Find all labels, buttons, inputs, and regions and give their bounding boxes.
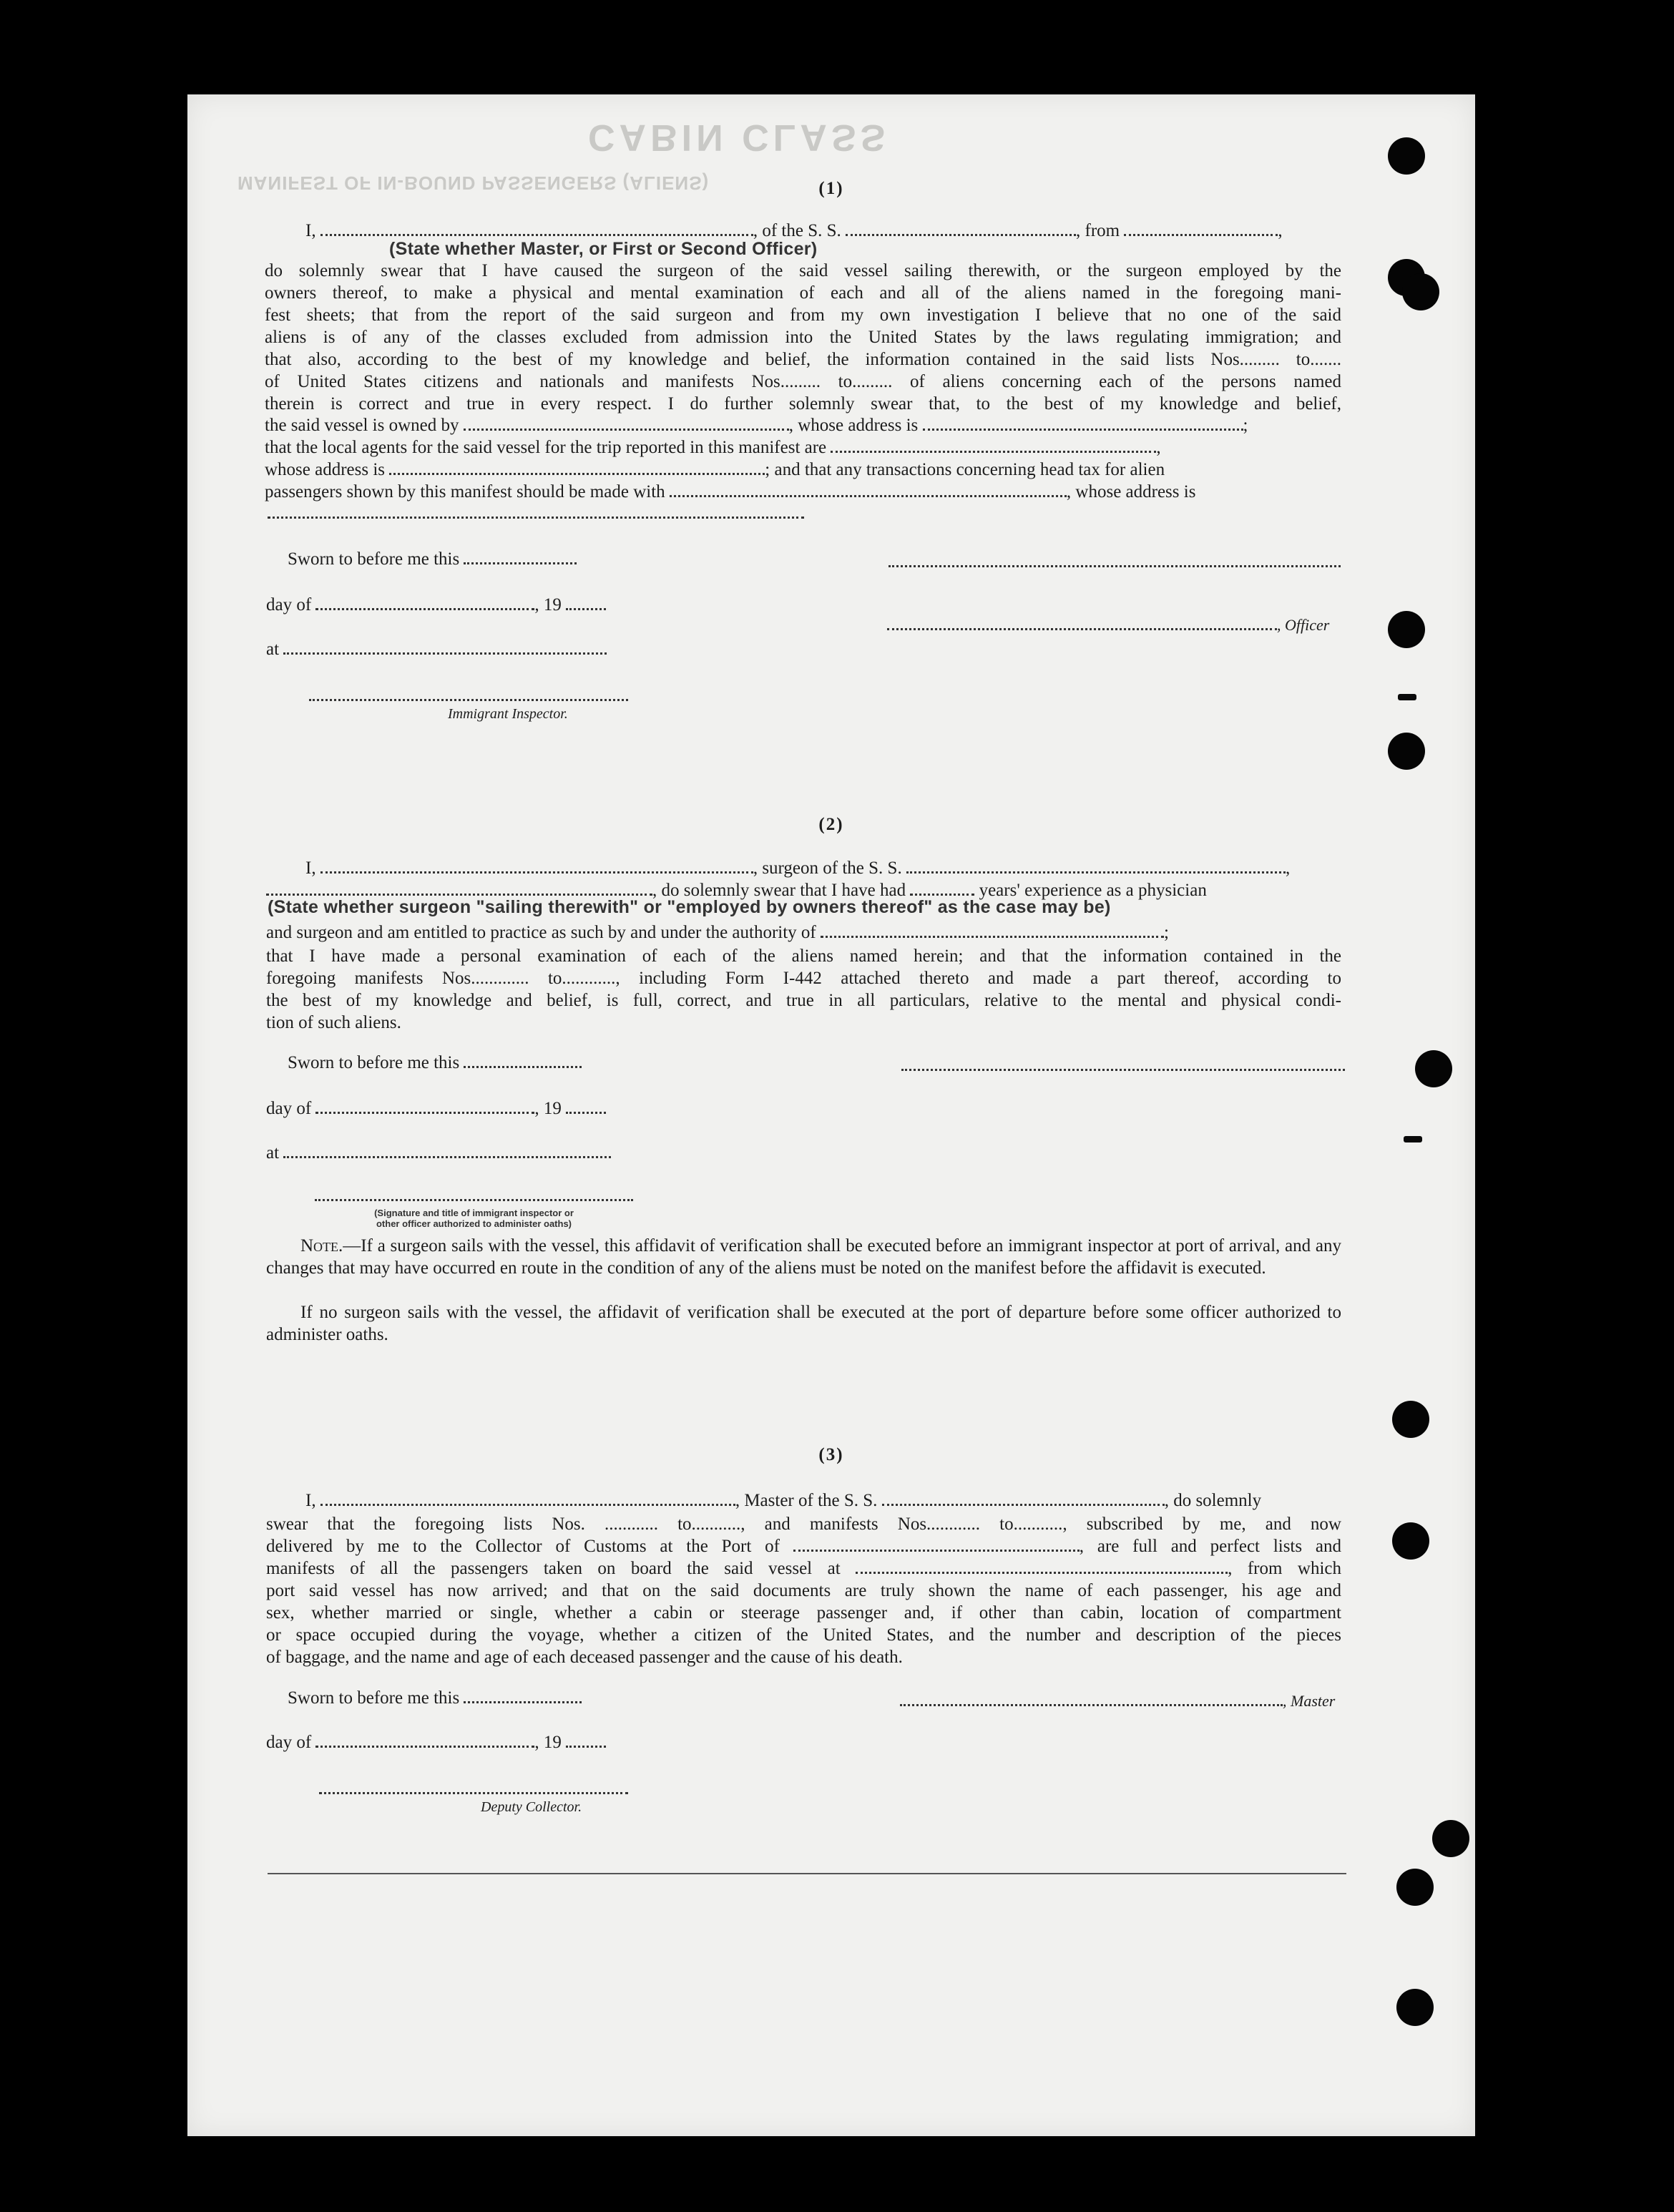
s1-officer-line [887,615,1329,635]
s2-sig-note-line2: other officer authorized to administer oaths) [376,1218,572,1229]
s2-authority-text: and surgeon and am entitled to practice as such by and under the authority of [266,923,816,942]
s1-year-label: , 19 [534,595,562,615]
s3-vessel-blank[interactable] [882,1491,1165,1506]
s1-inspector-label: Immigrant Inspector. [448,706,568,722]
s3-body [266,1513,1341,1668]
s2-semicolon: ; [1164,923,1169,942]
s1-line1 [305,221,1283,241]
s3-year-label: , 19 [534,1733,562,1752]
bleed-through-title: CABIN CLASS [588,117,890,158]
s3-manifests-label: manifests of all the passengers taken on board the said vessel at [266,1559,841,1578]
s2-note-label: Note. [300,1236,343,1256]
s2-authority-blank[interactable] [821,923,1164,938]
punch-mark [1398,694,1416,700]
s3-port-blank[interactable] [793,1537,1080,1552]
s1-body [265,260,1341,415]
s1-at-blank[interactable] [283,640,607,655]
s1-body-line: owners thereof, to make a physical and mental examination of each and all of the aliens named in the foregoing mani- [265,283,1341,303]
s1-headtax-address-blank[interactable] [268,517,804,519]
s1-sworn [288,549,577,569]
s2-surgeon-blank[interactable] [320,858,753,873]
punch-hole [1415,1050,1452,1087]
s3-from-which-text: , from which [1228,1559,1341,1578]
s1-body-line: fest sheets; that from the report of the said surgeon and from my own investigation I believe that no one of the said [265,305,1341,325]
s3-solemnly-label: , do solemnly [1164,1491,1262,1510]
s1-body-line: do solemnly swear that I have caused the surgeon of the said vessel sailing therewith, or the surgeon employed by the [265,261,1341,280]
punch-mark [1404,1136,1422,1142]
s2-surgeon-signature-line[interactable] [901,1069,1345,1071]
section-3-number: (3) [818,1445,844,1464]
s2-line3 [266,923,1169,943]
s2-note-paragraph [266,1235,1341,1279]
s3-departure-blank[interactable] [856,1559,1228,1574]
punch-hole [1396,1869,1434,1906]
s3-master-blank[interactable] [320,1491,735,1506]
s2-years-blank[interactable] [910,881,974,896]
s1-from-blank[interactable] [1124,221,1278,236]
s1-agents-line [265,438,1161,458]
s2-comma: , [1285,858,1291,878]
s3-line1 [305,1491,1261,1511]
s3-ss-label: , Master of the S. S. [735,1491,878,1510]
s2-sworn-blank[interactable] [464,1053,582,1068]
s2-body-line: that I have made a personal examination of each of the aliens named herein; and that the information contained in the [266,946,1341,966]
s3-master-line [900,1691,1335,1711]
manifest-back-page [187,94,1475,2136]
s3-body-line: swear that the foregoing lists Nos. ............ to..........., and manifests Nos............ to..........., subscribed by me, and now [266,1514,1341,1534]
s2-sworn-label: Sworn to before me this [288,1053,460,1072]
s2-day-label: day of [266,1099,312,1118]
s1-comma: , [1156,438,1161,457]
punch-hole [1388,733,1425,770]
s2-inspector-signature-line[interactable] [315,1199,633,1201]
s3-body-line: or space occupied during the voyage, whether a citizen of the United States, and the number and description of the pieces [266,1625,1341,1645]
s1-vessel-blank[interactable] [846,221,1076,236]
s3-sworn-label: Sworn to before me this [288,1688,460,1708]
s1-owner-address-blank[interactable] [923,416,1243,431]
s1-from-label: , from [1076,221,1120,240]
punch-hole [1402,273,1439,310]
s1-headtax-blank[interactable] [670,482,1067,497]
s1-whose-line [265,460,1165,480]
s2-surgeon-note: (State whether surgeon "sailing therewith" or "employed by owners thereof" as the case may be) [268,897,1111,917]
s1-officer-name-blank[interactable] [887,615,1277,630]
s1-day [266,595,606,615]
s1-owned-line [265,416,1248,436]
s3-port-label: delivered by me to the Collector of Customs at the Port of [266,1537,780,1556]
s3-day-label: day of [266,1733,312,1752]
s3-body-line: port said vessel has now arrived; and that on the said documents are truly shown the name of each passenger, his age and [266,1581,1341,1600]
s2-at-label: at [266,1143,280,1163]
s1-body-line: that also, according to the best of my knowledge and belief, the information contained in the said lists Nos......... to....... [265,350,1341,369]
punch-hole [1388,137,1425,175]
punch-hole [1388,611,1425,648]
s2-ss-label: , surgeon of the S. S. [753,858,902,878]
s1-comma: , [1278,221,1283,240]
s1-owner-address-label: , whose address is [788,416,919,435]
s2-at [266,1143,611,1163]
s1-ss-label: , of the S. S. [753,221,841,240]
s2-signature-note [315,1208,633,1229]
s1-officer-signature-line[interactable] [889,565,1341,567]
s1-whose-label: whose address is [265,460,386,479]
s1-passengers-label: passengers shown by this manifest should be made with [265,482,665,501]
s1-year-blank[interactable] [566,595,606,610]
s1-agents-label: that the local agents for the said vessel for the trip reported in this manifest are [265,438,827,457]
s3-sworn-blank[interactable] [464,1688,582,1703]
s1-inspector-signature-line[interactable] [309,699,628,701]
s1-officer-note: (State whether Master, or First or Second Officer) [389,239,818,259]
s2-sig-note-line1: (Signature and title of immigrant inspector or [374,1208,574,1218]
s2-body-line: foregoing manifests Nos............. to............, including Form I-442 attached thereto and made a part thereof, according to [266,969,1341,988]
s2-i-label: I, [305,858,316,878]
s1-day-label: day of [266,595,312,615]
s1-body-line: therein is correct and true in every respect. I do further solemnly swear that, to the best of my knowledge and belief, [265,394,1341,413]
s1-i-label: I, [305,221,316,240]
punch-hole [1432,1820,1469,1857]
s1-body-line: of United States citizens and nationals and manifests Nos......... to......... of aliens concerning each of the persons named [265,372,1341,391]
s2-body-line: the best of my knowledge and belief, is full, correct, and true in all particulars, relative to the mental and physical condi- [266,991,1341,1010]
s2-vessel-blank[interactable] [906,858,1286,873]
s3-body-line: sex, whether married or single, whether a cabin or steerage passenger and, if other than cabin, location of compartment [266,1603,1341,1623]
punch-hole [1396,1989,1434,2026]
s2-year-blank[interactable] [566,1099,606,1114]
s1-sworn-blank[interactable] [464,549,577,564]
s1-body-line: aliens is of any of the classes excluded from admission into the United States by the laws regulating immigration; and [265,328,1341,347]
s1-semicolon: ; [1243,416,1248,435]
s2-line1 [305,858,1290,879]
s2-at-blank[interactable] [283,1143,611,1158]
s2-year-label: , 19 [534,1099,562,1118]
s1-at-label: at [266,640,280,659]
s2-body [266,945,1341,1034]
s1-agents-blank[interactable] [831,438,1156,453]
s3-manifests-line [266,1557,1341,1580]
s1-day-blank[interactable] [315,595,534,610]
s1-passengers-line [265,482,1195,502]
s1-headtax-text: ; and that any transactions concerning head tax for alien [765,460,1165,479]
s1-officer-blank[interactable] [320,221,753,236]
s2-day [266,1099,606,1119]
s1-owned-label: the said vessel is owned by [265,416,459,435]
s1-agents-address-blank[interactable] [389,460,765,475]
s3-master-signature-blank[interactable] [900,1691,1283,1706]
bleed-through-subtitle: MANIFEST OF IN-BOUND PASSENGERS (ALIENS) [238,172,710,194]
s2-day-blank[interactable] [315,1099,534,1114]
s2-note2-paragraph: If no surgeon sails with the vessel, the affidavit of verification shall be executed at the port of departure before some officer authorized to administer oaths. [266,1303,1341,1344]
s3-sworn [288,1688,582,1708]
s3-collector-signature-line[interactable] [319,1792,628,1794]
s2-physician-text: years' experience as a physician [979,881,1207,900]
section-1-number: (1) [818,179,844,198]
s3-year-blank[interactable] [566,1733,606,1748]
punch-hole [1392,1522,1429,1560]
s3-collector-label: Deputy Collector. [481,1799,582,1815]
s3-body-line: of baggage, and the name and age of each deceased passenger and the cause of his death. [266,1648,903,1667]
s3-day [266,1733,606,1753]
section-2-number: (2) [818,815,844,834]
s1-at [266,640,607,660]
s2-sworn [288,1053,582,1073]
s3-i-label: I, [305,1491,316,1510]
s1-sworn-label: Sworn to before me this [288,549,460,569]
s3-master-label: , Master [1283,1692,1336,1710]
punch-hole [1392,1401,1429,1438]
s2-swear-text: , do solemnly swear that I have had [652,881,906,900]
s1-headtax-address-label: , whose address is [1066,482,1196,501]
s3-day-blank[interactable] [315,1733,534,1748]
s2-body-line: tion of such aliens. [266,1013,401,1032]
s3-port-line [266,1535,1341,1557]
footer-rule [268,1873,1346,1874]
s1-owner-blank[interactable] [464,416,789,431]
s3-lists-text: , are full and perfect lists and [1079,1537,1342,1556]
s2-note-text: —If a surgeon sails with the vessel, this affidavit of verification shall be executed before an immigrant inspector at port of arrival, and any changes that may have occurred en route in the condition of any of the aliens must be noted on the manifest before the affidavit is executed. [266,1236,1341,1278]
s2-surgeon-type-blank[interactable] [266,881,652,896]
s1-officer-label: , Officer [1277,616,1330,634]
